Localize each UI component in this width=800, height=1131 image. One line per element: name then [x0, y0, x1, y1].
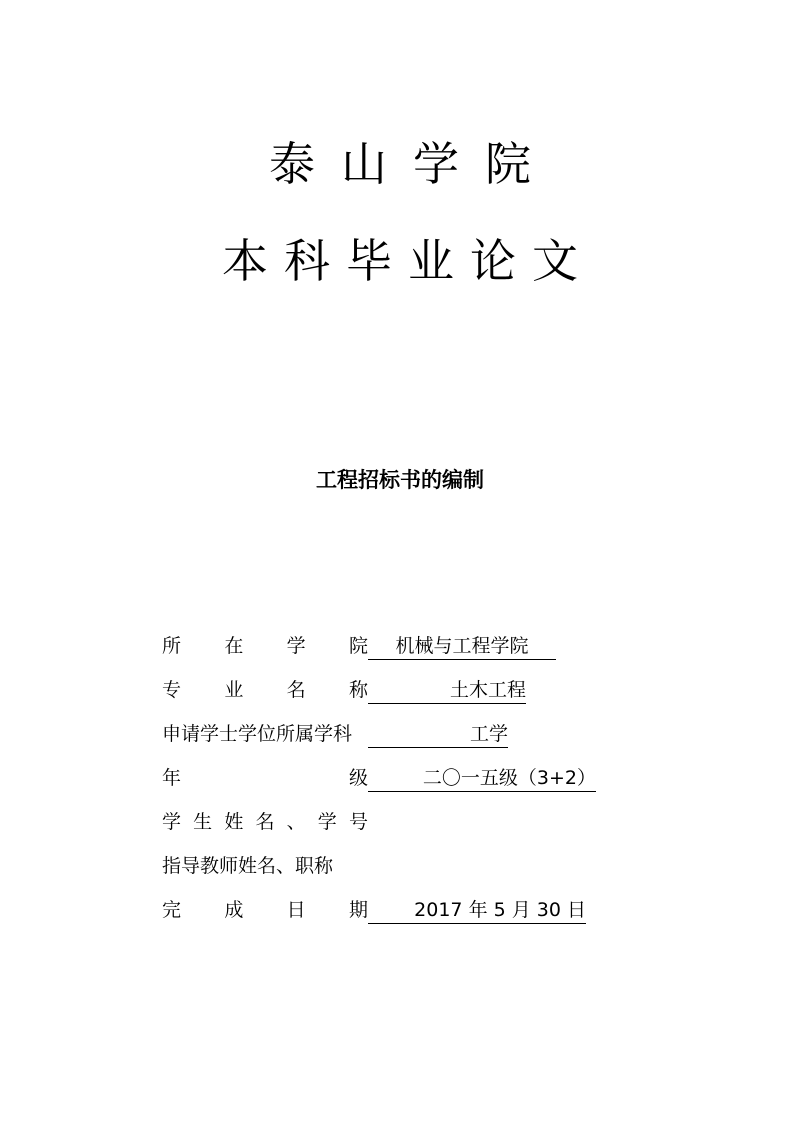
label-char: 、	[286, 811, 306, 833]
label-char: 期	[348, 899, 368, 921]
field-major-value: 土木工程	[368, 674, 526, 704]
label-char: 学	[317, 811, 337, 833]
thesis-title: 工程招标书的编制	[316, 468, 484, 492]
label-char: 号	[348, 811, 368, 833]
field-discipline-label: 申请学士学位所属学科	[162, 723, 353, 745]
label-char: 业	[224, 679, 244, 701]
field-student-name-id-label	[162, 806, 368, 838]
field-advisor-label: 指导教师姓名、职称	[162, 855, 334, 877]
label-char: 完	[162, 899, 182, 921]
field-discipline-value: 工学	[368, 718, 508, 748]
field-grade-label	[162, 762, 368, 794]
label-char: 年	[162, 767, 182, 789]
field-advisor	[162, 850, 622, 894]
label-char: 名	[286, 679, 306, 701]
field-major	[162, 674, 622, 718]
field-major-label	[162, 674, 368, 706]
document-type: 本科毕业论文	[222, 234, 594, 288]
label-char: 专	[162, 679, 182, 701]
cover-info-fields	[162, 630, 622, 938]
field-student-name-id	[162, 806, 622, 850]
field-discipline	[162, 718, 622, 762]
university-name: 泰山学院	[269, 137, 557, 191]
label-char: 在	[224, 635, 244, 657]
field-grade-value: 二〇一五级（3+2）	[368, 762, 596, 792]
label-char: 生	[193, 811, 213, 833]
field-college-label	[162, 630, 368, 662]
label-char: 院	[348, 635, 368, 657]
field-completion-date-value: 2017 年 5 月 30 日	[368, 894, 586, 924]
label-char: 成	[224, 899, 244, 921]
label-char: 姓	[224, 811, 244, 833]
field-college	[162, 630, 622, 674]
label-char: 所	[162, 635, 182, 657]
label-char: 称	[348, 679, 368, 701]
field-completion-date-label	[162, 894, 368, 926]
label-char: 学	[162, 811, 182, 833]
label-char: 学	[286, 635, 306, 657]
field-college-value: 机械与工程学院	[368, 630, 556, 660]
field-grade	[162, 762, 622, 806]
field-completion-date	[162, 894, 622, 938]
label-char: 日	[286, 899, 306, 921]
label-char: 级	[348, 767, 368, 789]
label-char: 名	[255, 811, 275, 833]
